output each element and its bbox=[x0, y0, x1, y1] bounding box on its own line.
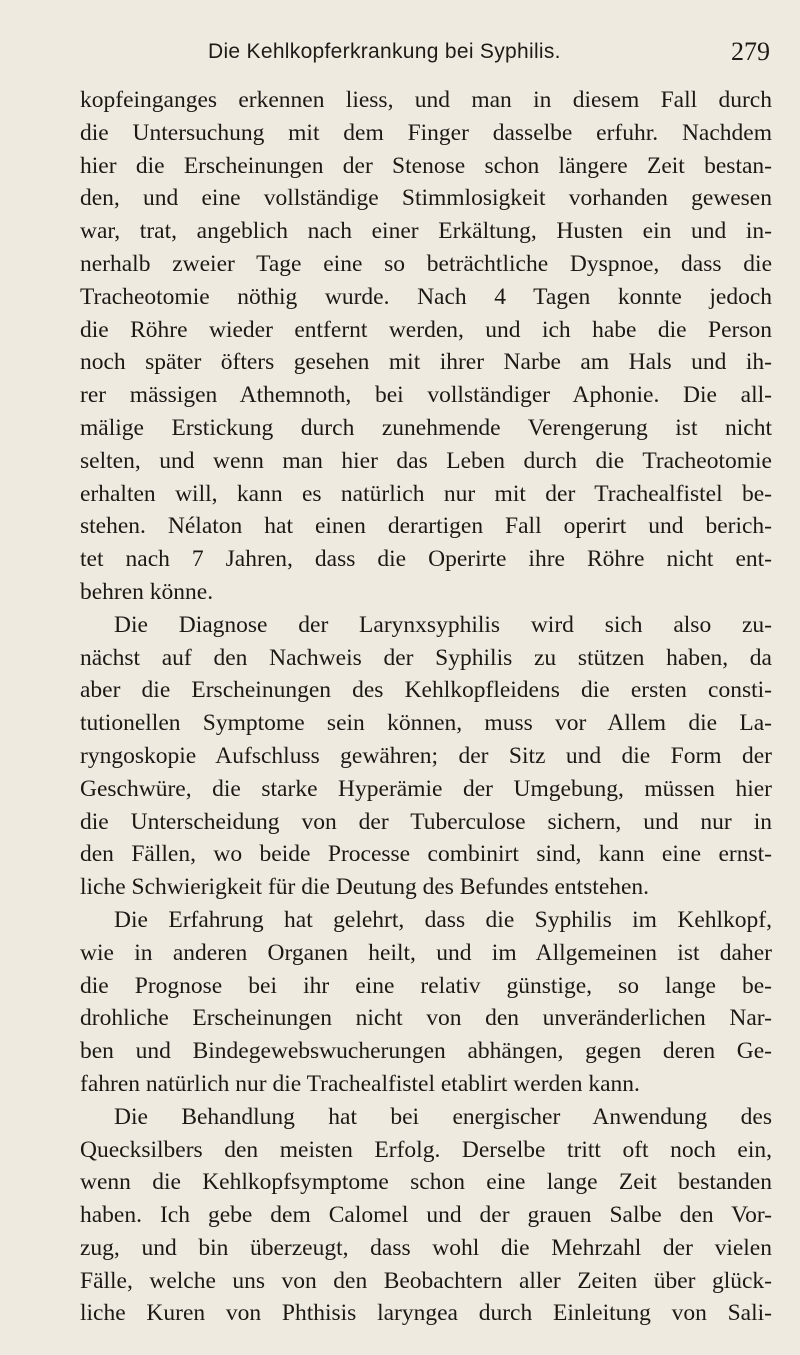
text-line: wenn die Kehlkopfsymptome schon eine lange Zeit bestanden bbox=[80, 1169, 772, 1196]
text-line: zug, und bin überzeugt, dass wohl die Mehrzahl der vielen bbox=[80, 1234, 772, 1261]
text-line: Die Erfahrung hat gelehrt, dass die Syphilis im Kehlkopf, bbox=[114, 906, 772, 933]
text-line: ben und Bindegewebswucherungen abhängen, gegen deren Ge- bbox=[80, 1038, 772, 1065]
text-line: hier die Erscheinungen der Stenose schon längere Zeit bestan- bbox=[80, 152, 772, 179]
text-line: tutionellen Symptome sein können, muss vor Allem die La- bbox=[80, 710, 772, 737]
text-line: rer mässigen Athemnoth, bei vollständiger Aphonie. Die all- bbox=[80, 382, 772, 409]
text-line: nerhalb zweier Tage eine so beträchtliche Dyspnoe, dass die bbox=[80, 250, 772, 277]
page-header bbox=[82, 37, 772, 70]
text-line: Quecksilbers den meisten Erfolg. Derselbe tritt oft noch ein, bbox=[80, 1136, 772, 1163]
text-line: stehen. Nélaton hat einen derartigen Fall operirt und berich- bbox=[80, 513, 772, 540]
text-line: aber die Erscheinungen des Kehlkopfleidens die ersten consti- bbox=[80, 677, 772, 704]
text-line: ryngoskopie Aufschluss gewähren; der Sitz und die Form der bbox=[80, 742, 772, 769]
text-line: behren könne. bbox=[80, 578, 214, 605]
text-line: liche Schwierigkeit für die Deutung des Befundes entstehen. bbox=[80, 874, 650, 901]
text-line: kopfeinganges erkennen liess, und man in diesem Fall durch bbox=[80, 87, 772, 113]
text-line: fahren natürlich nur die Trachealfistel etablirt werden kann. bbox=[80, 1070, 640, 1097]
text-line: den Fällen, wo beide Processe combinirt sind, kann eine ernst- bbox=[80, 841, 772, 868]
text-line: die Prognose bei ihr eine relativ günstige, so lange be- bbox=[80, 972, 772, 999]
text-line: selten, und wenn man hier das Leben durch die Tracheotomie bbox=[80, 447, 772, 474]
text-line: war, trat, angeblich nach einer Erkältung, Husten ein und in- bbox=[80, 218, 772, 245]
text-line: die Unterscheidung von der Tuberculose sichern, und nur in bbox=[80, 808, 772, 835]
text-line: nächst auf den Nachweis der Syphilis zu stützen haben, da bbox=[80, 644, 772, 671]
text-line: die Röhre wieder entfernt werden, und ich habe die Person bbox=[80, 316, 772, 343]
body-text bbox=[80, 84, 772, 1330]
text-line: drohliche Erscheinungen nicht von den unveränderlichen Nar- bbox=[80, 1005, 772, 1032]
page-number: 279 bbox=[731, 37, 770, 66]
text-line: Die Behandlung hat bei energischer Anwendung des bbox=[114, 1103, 772, 1130]
text-line: die Untersuchung mit dem Finger dasselbe erfuhr. Nachdem bbox=[80, 119, 772, 146]
text-line: Geschwüre, die starke Hyperämie der Umgebung, müssen hier bbox=[80, 775, 772, 802]
text-line: Fälle, welche uns von den Beobachtern aller Zeiten über glück- bbox=[80, 1267, 772, 1294]
text-line: tet nach 7 Jahren, dass die Operirte ihre Röhre nicht ent- bbox=[80, 546, 772, 573]
text-line: Die Diagnose der Larynxsyphilis wird sich also zu- bbox=[114, 611, 772, 638]
running-head: Die Kehlkopferkrankung bei Syphilis. bbox=[208, 40, 561, 63]
text-line: Tracheotomie nöthig wurde. Nach 4 Tagen konnte jedoch bbox=[80, 283, 772, 310]
text-line: haben. Ich gebe dem Calomel und der grauen Salbe den Vor- bbox=[80, 1202, 772, 1229]
text-line: noch später öfters gesehen mit ihrer Narbe am Hals und ih- bbox=[80, 349, 772, 376]
text-line: mälige Erstickung durch zunehmende Verengerung ist nicht bbox=[80, 414, 772, 441]
text-line: erhalten will, kann es natürlich nur mit der Trachealfistel be- bbox=[80, 480, 772, 507]
text-line: den, und eine vollständige Stimmlosigkeit vorhanden gewesen bbox=[80, 185, 772, 212]
text-line: liche Kuren von Phthisis laryngea durch Einleitung von Sali- bbox=[80, 1300, 772, 1327]
text-line: wie in anderen Organen heilt, und im Allgemeinen ist daher bbox=[80, 939, 772, 966]
